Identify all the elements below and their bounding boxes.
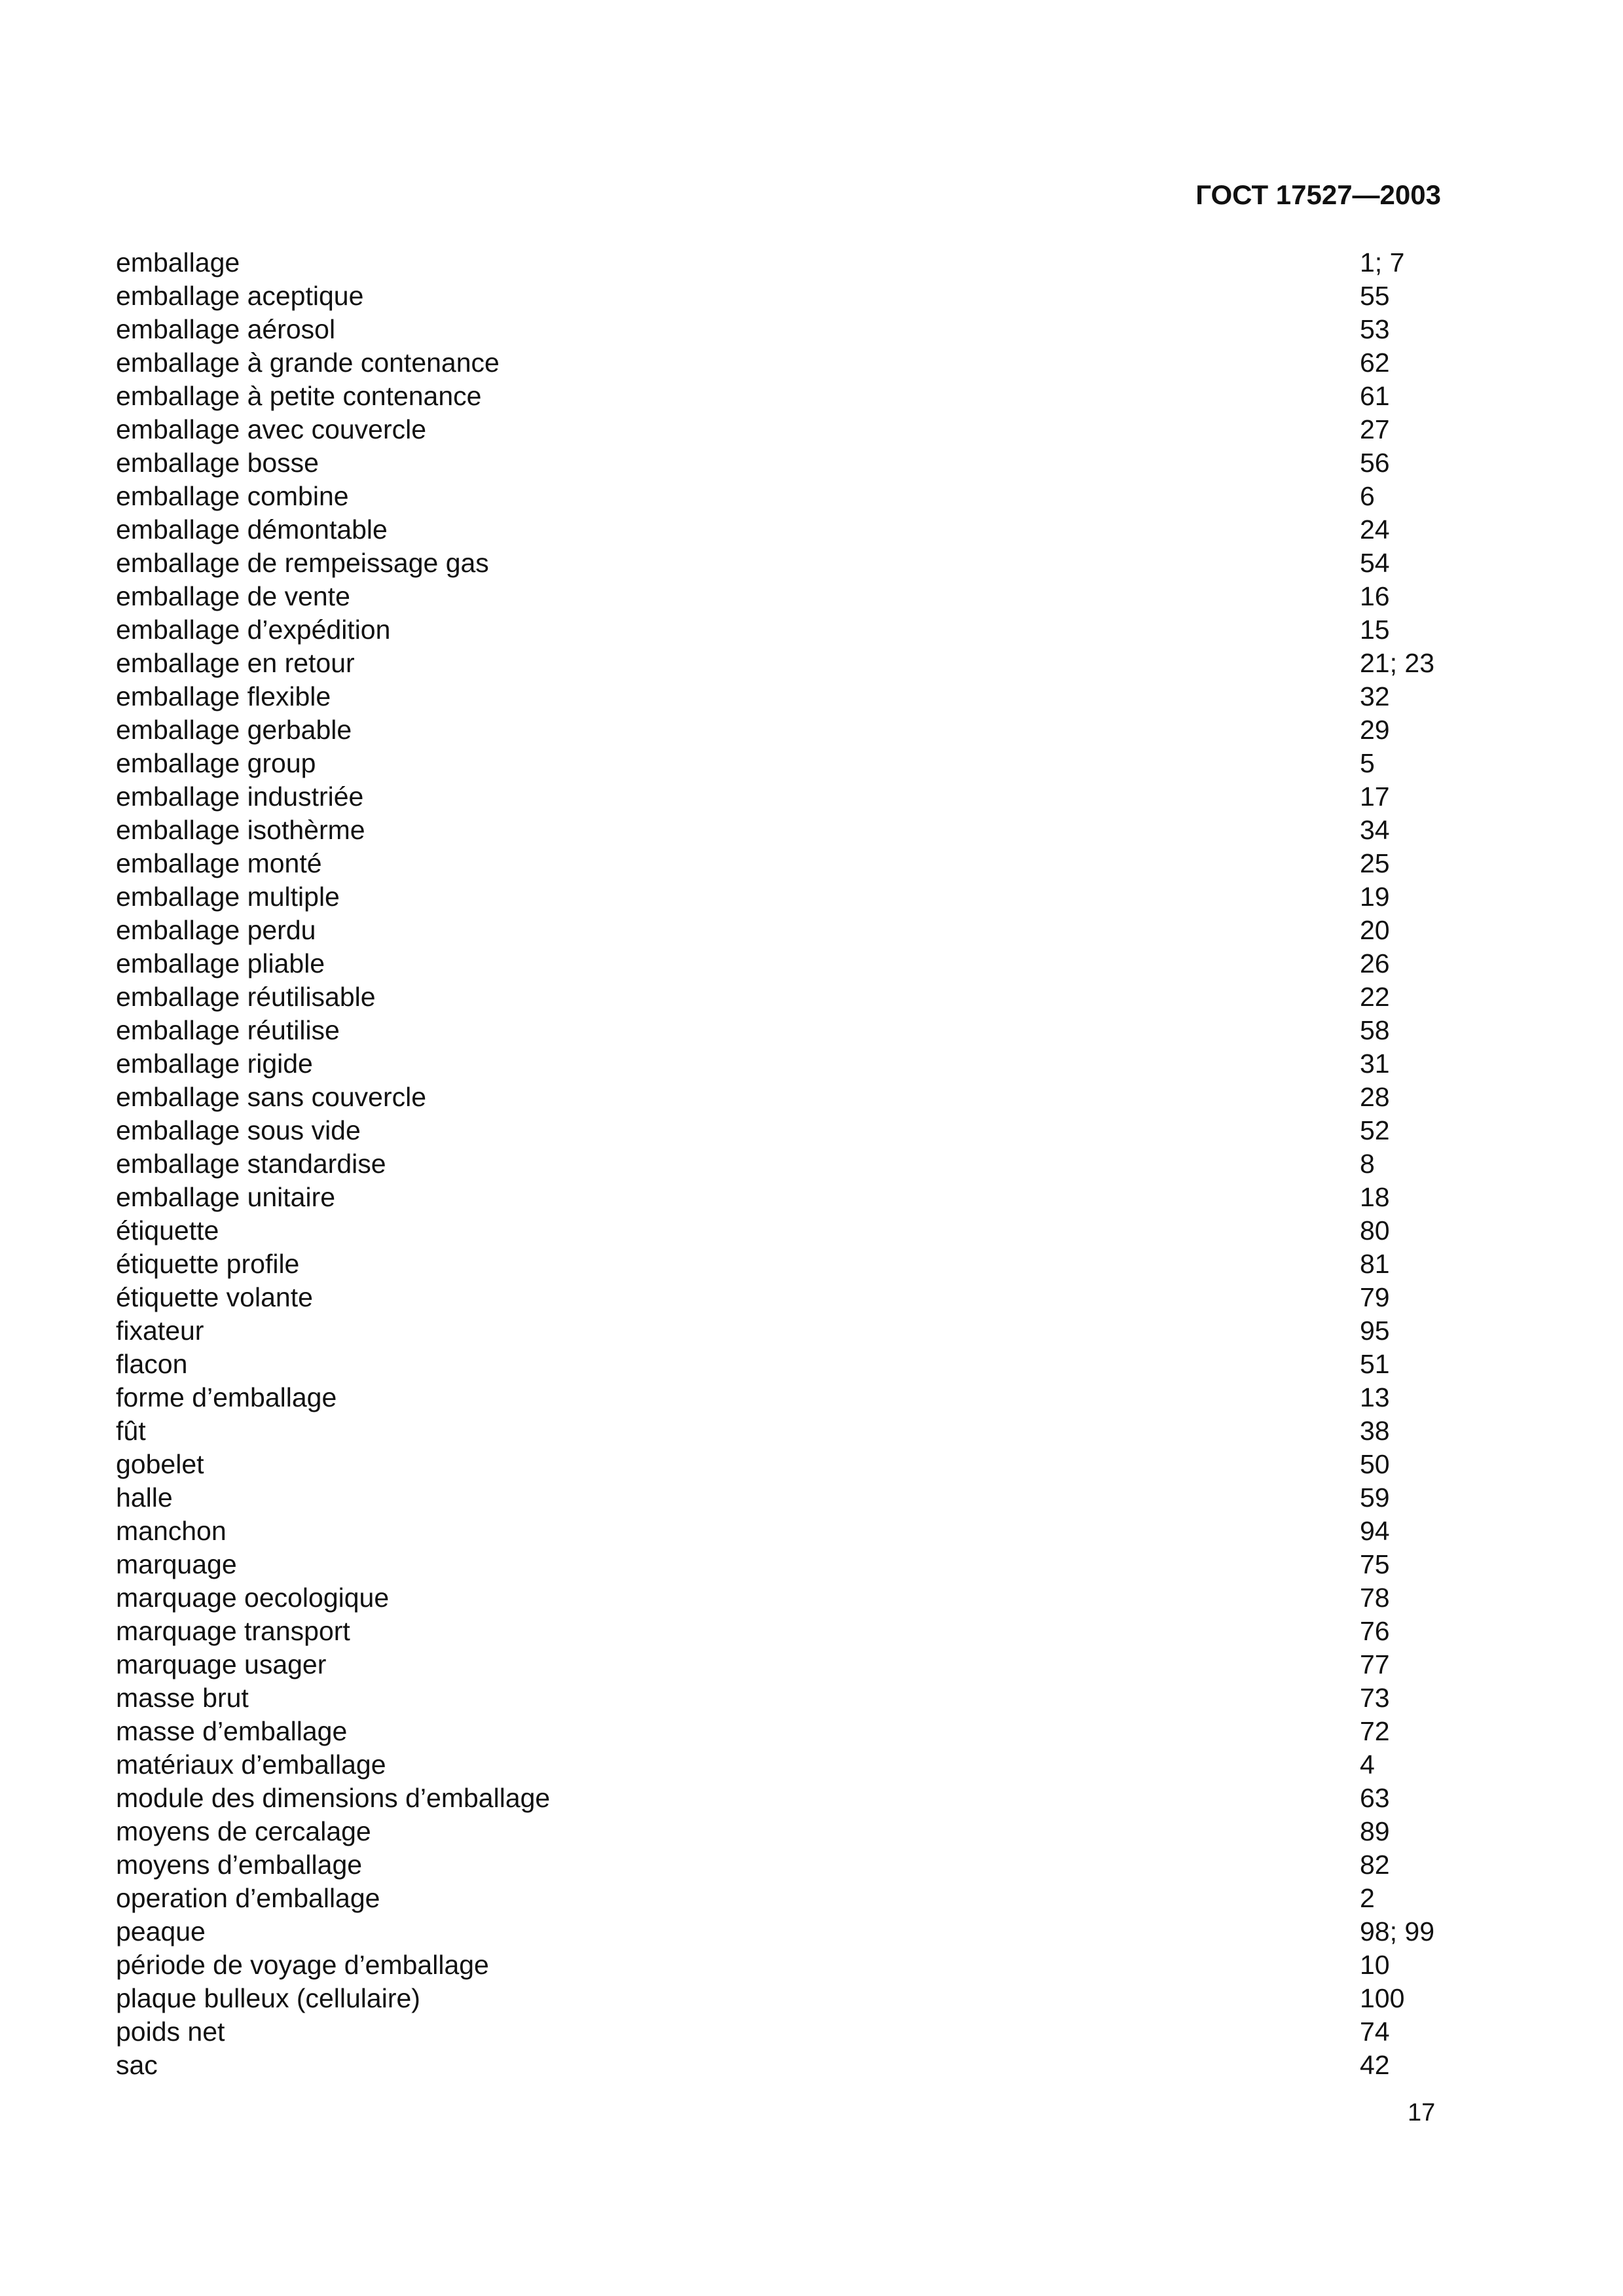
index-term: moyens d’emballage xyxy=(116,1850,363,1880)
index-reference: 58 xyxy=(1360,1015,1390,1045)
index-reference: 25 xyxy=(1360,848,1390,878)
index-reference: 5 xyxy=(1360,748,1375,778)
index-term: emballage multiple xyxy=(116,882,340,912)
index-reference: 79 xyxy=(1360,1282,1390,1312)
index-reference: 62 xyxy=(1360,348,1390,378)
index-entry xyxy=(116,680,1465,713)
index-reference: 22 xyxy=(1360,982,1390,1012)
index-entry xyxy=(116,246,1465,279)
index-reference: 81 xyxy=(1360,1249,1390,1279)
index-reference: 38 xyxy=(1360,1416,1390,1446)
index-term: forme d’emballage xyxy=(116,1382,337,1412)
index-reference: 32 xyxy=(1360,681,1390,711)
index-reference: 28 xyxy=(1360,1082,1390,1112)
index-entry xyxy=(116,980,1465,1014)
index-entry xyxy=(116,2049,1465,2082)
index-term: emballage monté xyxy=(116,848,322,878)
index-entry xyxy=(116,1782,1465,1815)
index-entry xyxy=(116,1515,1465,1548)
index-entry xyxy=(116,713,1465,747)
index-entry xyxy=(116,613,1465,647)
index-reference: 42 xyxy=(1360,2050,1390,2080)
index-entry xyxy=(116,1648,1465,1681)
index-entry xyxy=(116,1181,1465,1214)
index-entry xyxy=(116,647,1465,680)
index-term: emballage de rempeissage gas xyxy=(116,548,489,578)
index-entry xyxy=(116,1815,1465,1848)
index-term: emballage d’expédition xyxy=(116,615,391,645)
index-entry xyxy=(116,1081,1465,1114)
index-entry xyxy=(116,1748,1465,1782)
index-term: emballage bosse xyxy=(116,448,319,478)
index-entry xyxy=(116,1381,1465,1414)
index-entry xyxy=(116,1114,1465,1147)
index-entry xyxy=(116,1281,1465,1314)
index-entry xyxy=(116,1982,1465,2015)
index-term: marquage usager xyxy=(116,1649,327,1679)
index-term: emballage aceptique xyxy=(116,281,364,311)
index-term: emballage pliable xyxy=(116,948,325,978)
index-entry xyxy=(116,914,1465,947)
index-reference: 31 xyxy=(1360,1049,1390,1079)
index-reference: 56 xyxy=(1360,448,1390,478)
index-reference: 13 xyxy=(1360,1382,1390,1412)
index-term: emballage perdu xyxy=(116,915,316,945)
index-term: emballage avec couvercle xyxy=(116,414,427,444)
index-reference: 19 xyxy=(1360,882,1390,912)
index-entry xyxy=(116,1247,1465,1281)
index-reference: 53 xyxy=(1360,314,1390,344)
index-term: emballage sous vide xyxy=(116,1115,361,1145)
index-reference: 21; 23 xyxy=(1360,648,1434,678)
index-reference: 52 xyxy=(1360,1115,1390,1145)
index-reference: 29 xyxy=(1360,715,1390,745)
index-term: manchon xyxy=(116,1516,227,1546)
index-term: emballage aérosol xyxy=(116,314,336,344)
index-term: emballage combine xyxy=(116,481,349,511)
index-entry xyxy=(116,279,1465,313)
index-term: emballage de vente xyxy=(116,581,350,611)
index-term: marquage xyxy=(116,1549,237,1579)
index-reference: 72 xyxy=(1360,1716,1390,1746)
index-reference: 80 xyxy=(1360,1215,1390,1246)
index-term: gobelet xyxy=(116,1449,204,1479)
index-term: emballage flexible xyxy=(116,681,331,711)
index-term: module des dimensions d’emballage xyxy=(116,1783,551,1813)
index-reference: 51 xyxy=(1360,1349,1390,1379)
index-term: poids net xyxy=(116,2017,225,2047)
index-term: emballage réutilisable xyxy=(116,982,376,1012)
index-term: masse d’emballage xyxy=(116,1716,348,1746)
index-entry xyxy=(116,947,1465,980)
index-entry xyxy=(116,1915,1465,1948)
index-reference: 59 xyxy=(1360,1482,1390,1513)
index-entry xyxy=(116,1147,1465,1181)
index-entry xyxy=(116,880,1465,914)
index-reference: 4 xyxy=(1360,1749,1375,1780)
index-entry xyxy=(116,480,1465,513)
index-entry xyxy=(116,413,1465,446)
index-term: emballage industriée xyxy=(116,781,364,812)
index-reference: 27 xyxy=(1360,414,1390,444)
index-reference: 54 xyxy=(1360,548,1390,578)
index-term: étiquette volante xyxy=(116,1282,313,1312)
index-reference: 77 xyxy=(1360,1649,1390,1679)
index-reference: 76 xyxy=(1360,1616,1390,1646)
index-reference: 100 xyxy=(1360,1983,1405,2013)
index-term: emballage isothèrme xyxy=(116,815,365,845)
index-term: emballage group xyxy=(116,748,316,778)
index-term: peaque xyxy=(116,1916,206,1946)
index-reference: 50 xyxy=(1360,1449,1390,1479)
index-reference: 61 xyxy=(1360,381,1390,411)
index-term: marquage transport xyxy=(116,1616,350,1646)
index-entry xyxy=(116,1882,1465,1915)
index-reference: 1; 7 xyxy=(1360,247,1405,278)
index-term: fût xyxy=(116,1416,146,1446)
index-reference: 26 xyxy=(1360,948,1390,978)
index-entry xyxy=(116,814,1465,847)
index-term: période de voyage d’emballage xyxy=(116,1950,489,1980)
index-term: étiquette profile xyxy=(116,1249,300,1279)
index-entry xyxy=(116,747,1465,780)
index-term: operation d’emballage xyxy=(116,1883,380,1913)
index-entry xyxy=(116,1681,1465,1715)
index-reference: 24 xyxy=(1360,514,1390,545)
index-term: halle xyxy=(116,1482,173,1513)
index-reference: 73 xyxy=(1360,1683,1390,1713)
index-reference: 6 xyxy=(1360,481,1375,511)
index-reference: 82 xyxy=(1360,1850,1390,1880)
index-entry xyxy=(116,446,1465,480)
index-term: matériaux d’emballage xyxy=(116,1749,386,1780)
index-entry xyxy=(116,1715,1465,1748)
index-reference: 89 xyxy=(1360,1816,1390,1846)
index-term: emballage en retour xyxy=(116,648,355,678)
index-entry xyxy=(116,1047,1465,1081)
index-reference: 94 xyxy=(1360,1516,1390,1546)
index-reference: 20 xyxy=(1360,915,1390,945)
index-entry xyxy=(116,1615,1465,1648)
index-entry xyxy=(116,547,1465,580)
index-reference: 95 xyxy=(1360,1316,1390,1346)
index-reference: 75 xyxy=(1360,1549,1390,1579)
index-entry xyxy=(116,580,1465,613)
index-term: marquage oecologique xyxy=(116,1583,390,1613)
index-term: flacon xyxy=(116,1349,188,1379)
index-term: emballage démontable xyxy=(116,514,388,545)
index-term: emballage à grande contenance xyxy=(116,348,500,378)
index-reference: 98; 99 xyxy=(1360,1916,1434,1946)
index-term: moyens de cercalage xyxy=(116,1816,371,1846)
index-reference: 10 xyxy=(1360,1950,1390,1980)
index-term: étiquette xyxy=(116,1215,219,1246)
document-header: ГОСТ 17527—2003 xyxy=(1195,179,1441,210)
index-entry xyxy=(116,847,1465,880)
index-reference: 18 xyxy=(1360,1182,1390,1212)
index-entry xyxy=(116,1348,1465,1381)
index-term: emballage réutilise xyxy=(116,1015,340,1045)
index-term: emballage sans couvercle xyxy=(116,1082,427,1112)
index-term: masse brut xyxy=(116,1683,249,1713)
index-entry xyxy=(116,1848,1465,1882)
index-term: plaque bulleux (cellulaire) xyxy=(116,1983,420,2013)
index-reference: 55 xyxy=(1360,281,1390,311)
index-entry xyxy=(116,780,1465,814)
index-entry xyxy=(116,1948,1465,1982)
index-term: emballage standardise xyxy=(116,1149,386,1179)
index-entry xyxy=(116,346,1465,380)
index-entry xyxy=(116,1481,1465,1515)
index-entry xyxy=(116,1581,1465,1615)
page-number: 17 xyxy=(1408,2099,1436,2126)
index-term: emballage gerbable xyxy=(116,715,352,745)
term-index-list xyxy=(116,246,1465,2082)
index-entry xyxy=(116,1548,1465,1581)
index-reference: 17 xyxy=(1360,781,1390,812)
index-reference: 2 xyxy=(1360,1883,1375,1913)
index-reference: 63 xyxy=(1360,1783,1390,1813)
index-reference: 16 xyxy=(1360,581,1390,611)
index-entry xyxy=(116,313,1465,346)
index-term: emballage unitaire xyxy=(116,1182,336,1212)
index-entry xyxy=(116,1014,1465,1047)
index-entry xyxy=(116,380,1465,413)
index-reference: 74 xyxy=(1360,2017,1390,2047)
index-term: emballage xyxy=(116,247,240,278)
index-entry xyxy=(116,1414,1465,1448)
index-entry xyxy=(116,1314,1465,1348)
index-reference: 78 xyxy=(1360,1583,1390,1613)
index-reference: 8 xyxy=(1360,1149,1375,1179)
index-entry xyxy=(116,513,1465,547)
index-entry xyxy=(116,2015,1465,2049)
index-term: sac xyxy=(116,2050,158,2080)
index-term: fixateur xyxy=(116,1316,204,1346)
index-entry xyxy=(116,1214,1465,1247)
index-entry xyxy=(116,1448,1465,1481)
index-term: emballage rigide xyxy=(116,1049,313,1079)
index-term: emballage à petite contenance xyxy=(116,381,482,411)
index-reference: 34 xyxy=(1360,815,1390,845)
index-reference: 15 xyxy=(1360,615,1390,645)
